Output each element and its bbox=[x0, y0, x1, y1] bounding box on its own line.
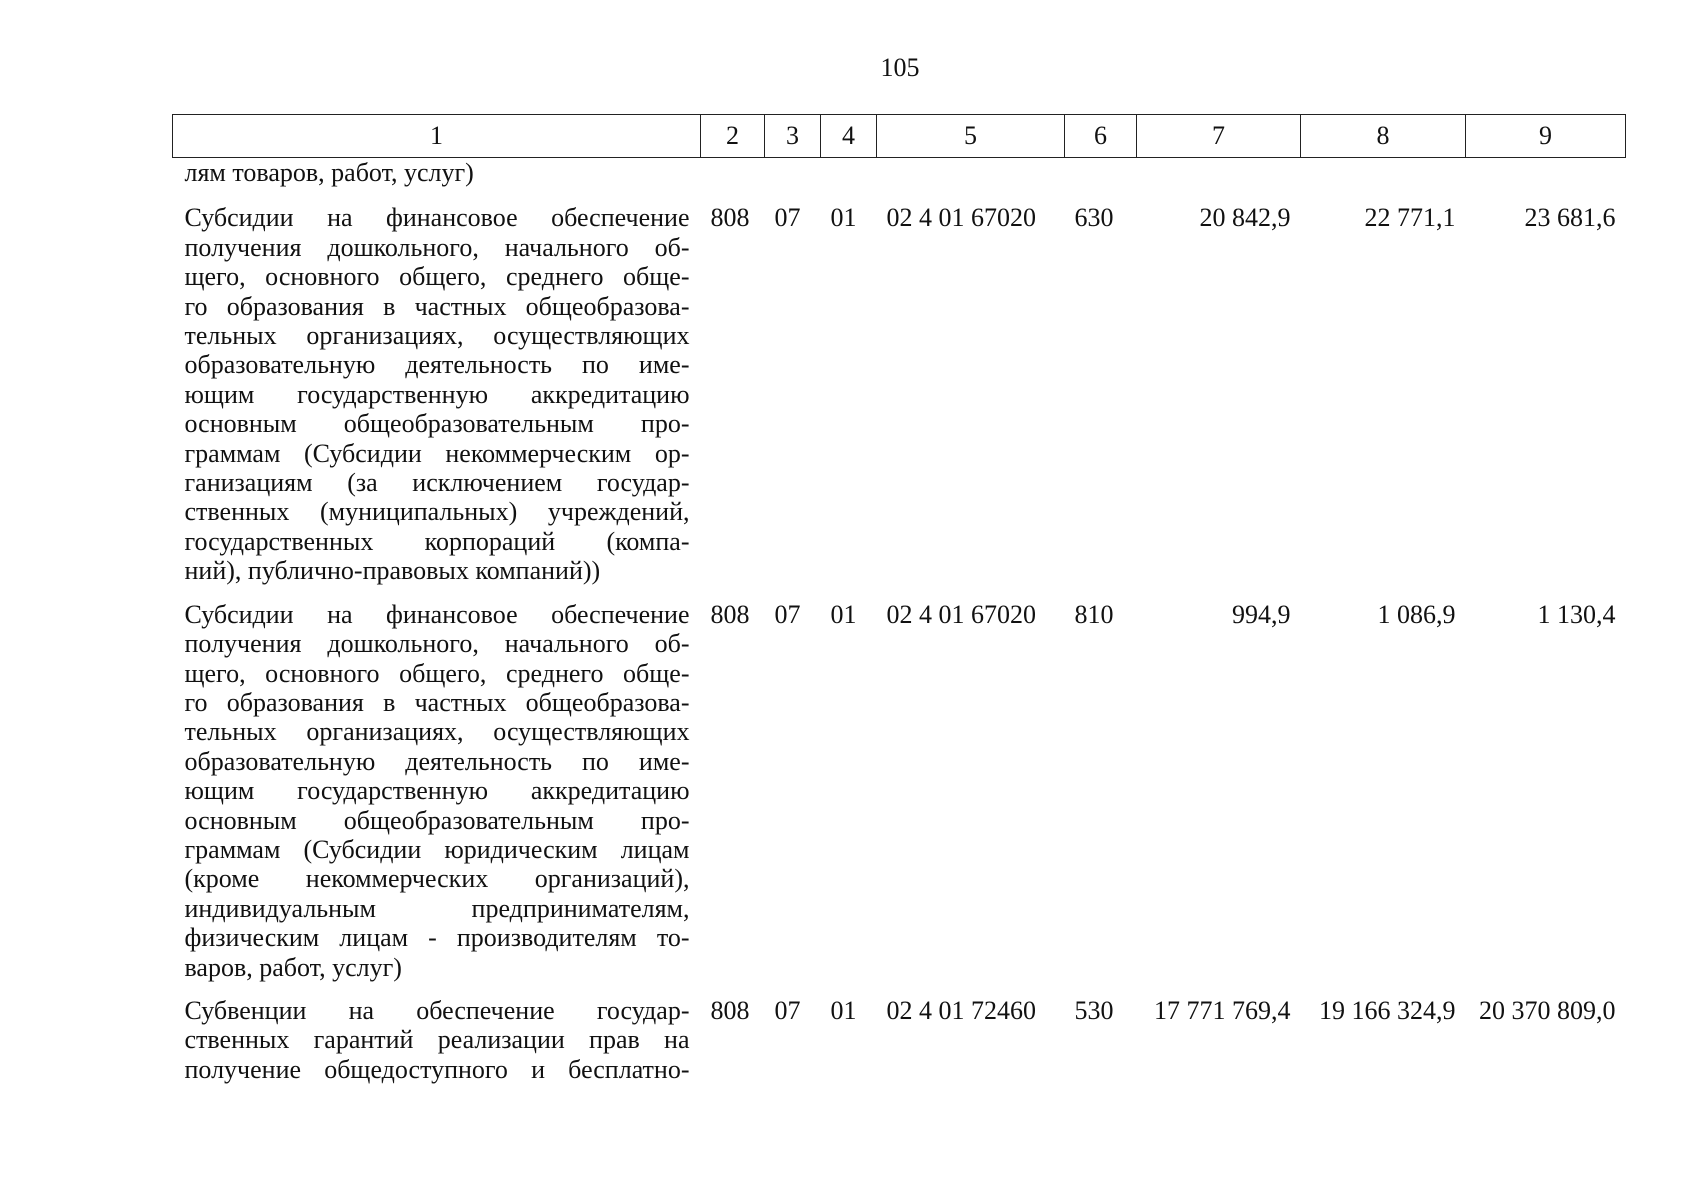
amount-year-2: 22 771,1 bbox=[1364, 203, 1456, 233]
amount-year-2: 19 166 324,9 bbox=[1319, 995, 1456, 1025]
amount-year-3: 23 681,6 bbox=[1524, 203, 1616, 233]
table-header bbox=[173, 115, 1626, 158]
ministry-code: 808 bbox=[710, 203, 750, 233]
description-line: граммам (Субсидии юридическим лицам bbox=[184, 834, 690, 864]
description-line: го образования в частных общеобразова- bbox=[184, 291, 690, 321]
description-line: тельных организациях, осуществляющих bbox=[184, 321, 690, 351]
description-line: ний), публично-правовых компаний)) bbox=[184, 556, 601, 586]
description-line: го образования в частных общеобразова- bbox=[184, 687, 690, 717]
description-line: ющим государственную аккредитацию bbox=[184, 776, 690, 806]
description-line: Субсидии на финансовое обеспечение bbox=[184, 203, 690, 233]
amount-year-1: 20 842,9 bbox=[1199, 203, 1291, 233]
budget-table bbox=[172, 114, 1626, 1092]
column-header-1: 1 bbox=[173, 115, 701, 158]
description-line: (кроме некоммерческих организаций), bbox=[184, 864, 690, 894]
ministry-code: 808 bbox=[710, 995, 750, 1025]
description-line: основным общеобразовательным про- bbox=[184, 805, 690, 835]
row-description bbox=[173, 594, 701, 990]
subsection-code: 01 bbox=[830, 995, 857, 1025]
description-line: основным общеобразовательным про- bbox=[184, 409, 690, 439]
target-article-code: 02 4 01 67020 bbox=[886, 599, 1036, 629]
description-line: щего, основного общего, среднего обще- bbox=[184, 262, 690, 292]
row-description bbox=[173, 197, 701, 593]
section-code: 07 bbox=[774, 203, 801, 233]
budget-table-container bbox=[172, 114, 1625, 1092]
table-row bbox=[173, 990, 1626, 1092]
description-line: тельных организациях, осуществляющих bbox=[184, 717, 690, 747]
expense-type-code: 810 bbox=[1074, 599, 1114, 629]
target-article-code: 02 4 01 67020 bbox=[886, 203, 1036, 233]
subsection-code: 01 bbox=[830, 203, 857, 233]
column-header-6: 6 bbox=[1065, 115, 1137, 158]
description-line: лям товаров, работ, услуг) bbox=[184, 158, 474, 187]
row-description bbox=[173, 990, 701, 1092]
row-description bbox=[173, 158, 701, 198]
table-row-continuation bbox=[173, 158, 1626, 198]
target-article-code: 02 4 01 72460 bbox=[886, 995, 1036, 1025]
table-row bbox=[173, 594, 1626, 990]
description-line: получения дошкольного, начального об- bbox=[184, 232, 690, 262]
column-header-4: 4 bbox=[821, 115, 877, 158]
description-line: варов, работ, услуг) bbox=[184, 952, 402, 982]
table-body bbox=[173, 158, 1626, 1093]
description-line: образовательную деятельность по име- bbox=[184, 350, 690, 380]
description-line: Субвенции на обеспечение государ- bbox=[184, 995, 690, 1025]
description-line: ственных (муниципальных) учреждений, bbox=[184, 497, 690, 527]
column-header-8: 8 bbox=[1301, 115, 1466, 158]
description-line: индивидуальным предпринимателям, bbox=[184, 893, 690, 923]
header-row bbox=[173, 115, 1626, 158]
description-line: граммам (Субсидии некоммерческим ор- bbox=[184, 438, 690, 468]
description-line: ственных гарантий реализации прав на bbox=[184, 1025, 690, 1055]
description-line: ганизациям (за исключением государ- bbox=[184, 468, 690, 498]
amount-year-3: 20 370 809,0 bbox=[1479, 995, 1616, 1025]
description-line: ющим государственную аккредитацию bbox=[184, 379, 690, 409]
column-header-9: 9 bbox=[1466, 115, 1626, 158]
description-line: государственных корпораций (компа- bbox=[184, 526, 690, 556]
ministry-code: 808 bbox=[710, 599, 750, 629]
description-line: физическим лицам - производителям то- bbox=[184, 923, 690, 953]
section-code: 07 bbox=[774, 995, 801, 1025]
description-line: получение общедоступного и бесплатно- bbox=[184, 1054, 690, 1084]
column-header-7: 7 bbox=[1137, 115, 1301, 158]
expense-type-code: 630 bbox=[1074, 203, 1114, 233]
amount-year-3: 1 130,4 bbox=[1537, 599, 1616, 629]
expense-type-code: 530 bbox=[1074, 995, 1114, 1025]
description-line: образовательную деятельность по име- bbox=[184, 746, 690, 776]
description-line: Субсидии на финансовое обеспечение bbox=[184, 599, 690, 629]
section-code: 07 bbox=[774, 599, 801, 629]
column-header-2: 2 bbox=[701, 115, 765, 158]
amount-year-1: 994,9 bbox=[1232, 599, 1291, 629]
description-line: щего, основного общего, среднего обще- bbox=[184, 658, 690, 688]
column-header-5: 5 bbox=[877, 115, 1065, 158]
amount-year-1: 17 771 769,4 bbox=[1154, 995, 1291, 1025]
column-header-3: 3 bbox=[765, 115, 821, 158]
subsection-code: 01 bbox=[830, 599, 857, 629]
table-row bbox=[173, 197, 1626, 593]
amount-year-2: 1 086,9 bbox=[1377, 599, 1456, 629]
description-line: получения дошкольного, начального об- bbox=[184, 629, 690, 659]
page-number: 105 bbox=[880, 53, 920, 82]
